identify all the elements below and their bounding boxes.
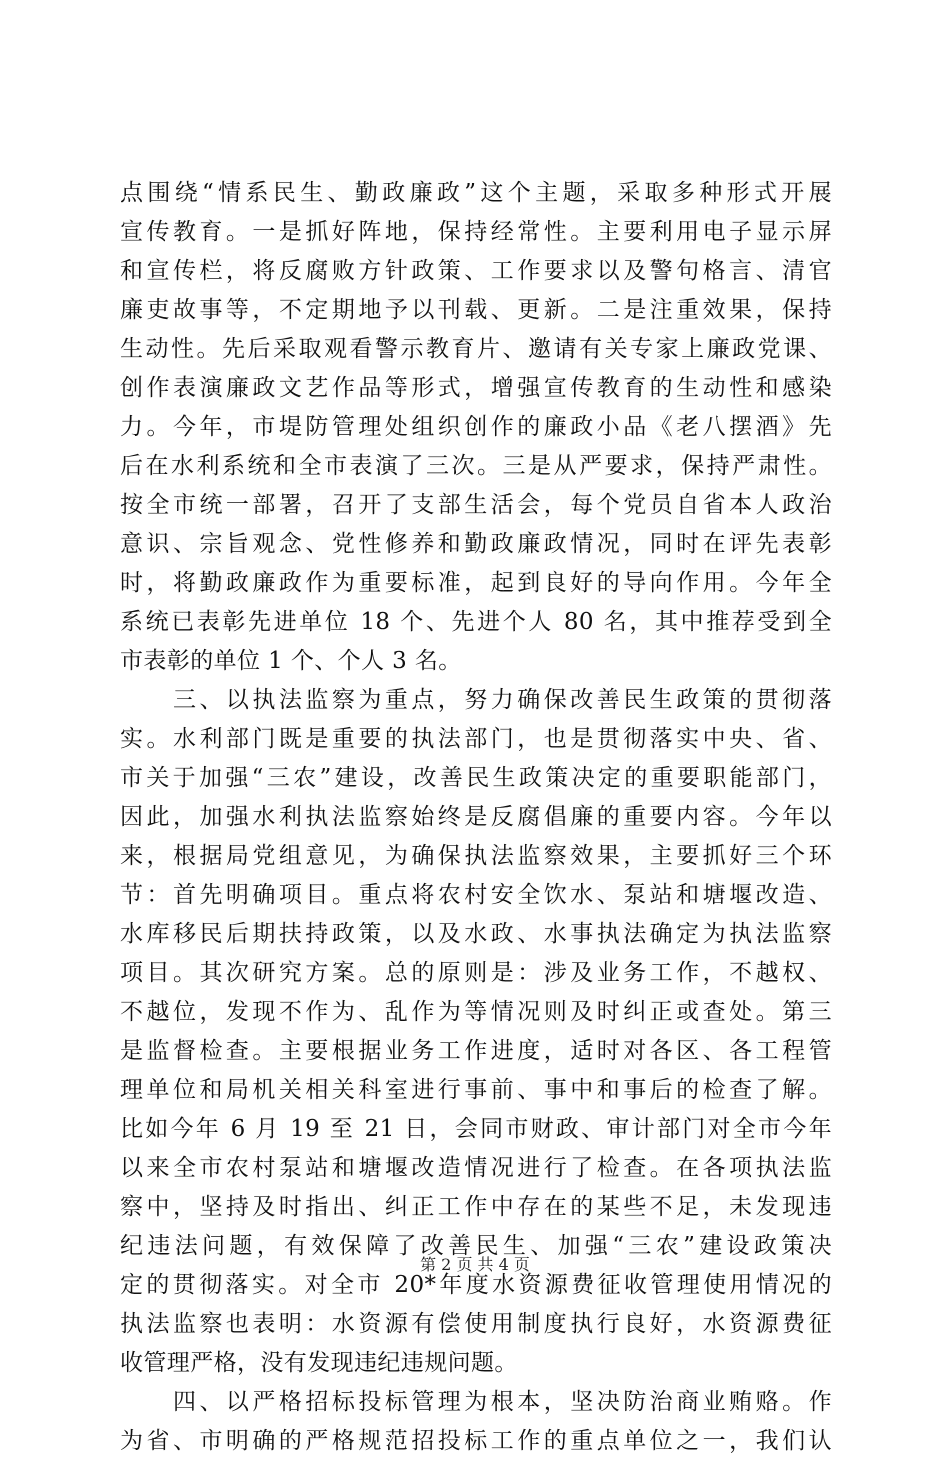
text-line: 水库移民后期扶持政策，以及水政、水事执法确定为执法监察	[120, 921, 832, 947]
text-line: 按全市统一部署，召开了支部生活会，每个党员自省本人政治	[120, 492, 832, 518]
text-line: 收管理严格，没有发现违纪违规问题。	[120, 1350, 518, 1376]
text-line: 实。水利部门既是重要的执法部门，也是贯彻落实中央、省、	[120, 726, 832, 752]
text-line: 市关于加强“三农”建设，改善民生政策决定的重要职能部门，	[120, 765, 832, 791]
text-line: 定的贯彻落实。对全市 20*年度水资源费征收管理使用情况的	[120, 1272, 832, 1298]
text-line: 廉吏故事等，不定期地予以刊载、更新。二是注重效果，保持	[120, 297, 832, 323]
text-line: 项目。其次研究方案。总的原则是：涉及业务工作，不越权、	[120, 960, 832, 986]
text-line: 察中，坚持及时指出、纠正工作中存在的某些不足，未发现违	[120, 1194, 832, 1220]
text-line: 来，根据局党组意见，为确保执法监察效果，主要抓好三个环	[120, 843, 832, 869]
page-footer: 第 2 页 共 4 页	[420, 1255, 530, 1274]
text-line: 比如今年 6 月 19 至 21 日，会同市财政、审计部门对全市今年	[120, 1116, 832, 1142]
text-line: 点围绕“情系民生、勤政廉政”这个主题，采取多种形式开展	[120, 180, 832, 206]
text-line: 意识、宗旨观念、党性修养和勤政廉政情况，同时在评先表彰	[120, 531, 832, 557]
text-line: 宣传教育。一是抓好阵地，保持经常性。主要利用电子显示屏	[120, 219, 832, 245]
text-line: 力。今年，市堤防管理处组织创作的廉政小品《老八摆酒》先	[120, 414, 832, 440]
text-line: 后在水利系统和全市表演了三次。三是从严要求，保持严肃性。	[120, 453, 832, 479]
text-line: 生动性。先后采取观看警示教育片、邀请有关专家上廉政党课、	[120, 336, 832, 362]
text-line: 是监督检查。主要根据业务工作进度，适时对各区、各工程管	[120, 1038, 832, 1064]
text-line: 因此，加强水利执法监察始终是反腐倡廉的重要内容。今年以	[120, 804, 832, 830]
text-line: 以来全市农村泵站和塘堰改造情况进行了检查。在各项执法监	[120, 1155, 832, 1181]
text-line: 为省、市明确的严格规范招投标工作的重点单位之一，我们认	[120, 1428, 832, 1454]
text-line: 节：首先明确项目。重点将农村安全饮水、泵站和塘堰改造、	[120, 882, 832, 908]
text-line: 理单位和局机关相关科室进行事前、事中和事后的检查了解。	[120, 1077, 832, 1103]
text-line: 不越位，发现不作为、乱作为等情况则及时纠正或查处。第三	[120, 999, 832, 1025]
text-line: 和宣传栏，将反腐败方针政策、工作要求以及警句格言、清官	[120, 258, 832, 284]
text-line: 执法监察也表明：水资源有偿使用制度执行良好，水资源费征	[120, 1311, 832, 1337]
text-line: 纪违法问题，有效保障了改善民生、加强“三农”建设政策决	[120, 1233, 832, 1259]
text-line: 系统已表彰先进单位 18 个、先进个人 80 名，其中推荐受到全	[120, 609, 832, 635]
text-line: 时，将勤政廉政作为重要标准，起到良好的导向作用。今年全	[120, 570, 832, 596]
text-line: 四、以严格招标投标管理为根本，坚决防治商业贿赂。作	[120, 1389, 832, 1415]
text-line: 市表彰的单位 1 个、个人 3 名。	[120, 648, 462, 674]
text-line: 创作表演廉政文艺作品等形式，增强宣传教育的生动性和感染	[120, 375, 832, 401]
text-line: 三、以执法监察为重点，努力确保改善民生政策的贯彻落	[120, 687, 832, 713]
